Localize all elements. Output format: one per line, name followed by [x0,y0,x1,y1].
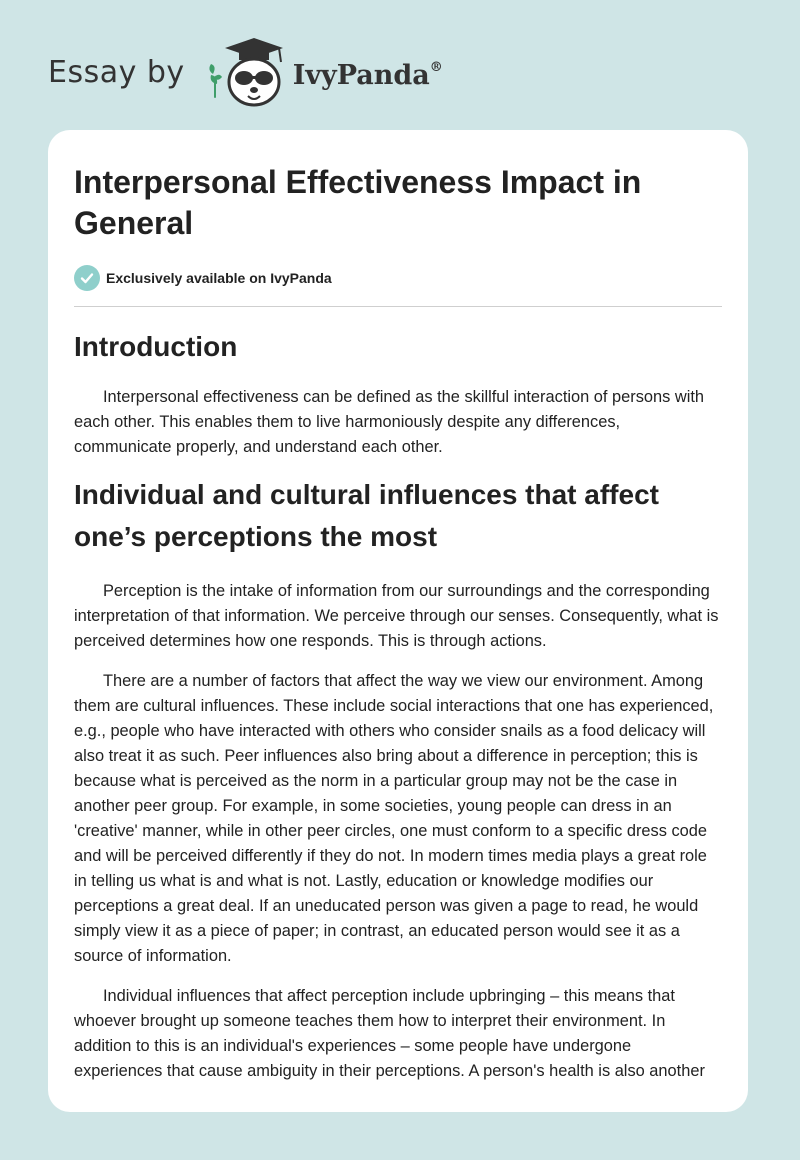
paragraph: There are a number of factors that affect the way we view our environment. Among them are cultural influences. These include social interactions that one has experienced, e.g., people who have interacted with others who consider snails as a food delicacy will also treat it as such. Peer influences also bring about a difference in perception; this is because what is perceived as the norm in a particular group may not be the case in another peer group. For example, in some societies, young people can dress in an 'creative' manner, while in other peer circles, one must conform to a specific dress code and will be perceived differently if they do not. In modern times media plays a great role in telling us what is and what is not. Lastly, education or knowledge modifies our perceptions a great deal. If an uneducated person was given a page to read, he would simply view it as a piece of paper; in contrast, an educated person would see it as a source of information. [74,672,714,965]
essay-card [48,130,748,1112]
paragraph: Perception is the intake of information from our surroundings and the corresponding interpretation of that information. We perceive through our senses. Consequently, what is perceived determines how one responds. This is through actions. [74,582,719,650]
brand-name[interactable]: IvyPanda® [292,59,443,91]
check-circle-icon [74,265,100,291]
panda-graduate-logo-icon[interactable] [199,34,289,110]
paragraph: Individual influences that affect perception include upbringing – this means that whoever brought up someone teaches them how to interpret their environment. In addition to this is an individual's experiences – some people have undergone experiences that cause ambiguity in their perceptions. A person's health is also another [74,987,705,1080]
badge-label: Exclusively available on IvyPanda [106,270,332,286]
exclusive-badge [74,264,722,292]
essay-by-label: Essay by [48,54,185,90]
divider [74,306,722,307]
leaf-icon [209,64,222,98]
section-heading-influences: Individual and cultural influences that affect one’s perceptions the most [74,479,659,552]
section-heading-introduction: Introduction [74,331,238,362]
brand-header [48,34,443,110]
essay-title: Interpersonal Effectiveness Impact in General [74,164,642,241]
trademark-symbol: ® [429,59,443,75]
paragraph: Interpersonal effectiveness can be defined as the skillful interaction of persons with each other. This enables them to live harmoniously despite any differences, communicate properly, and understand each other. [74,388,705,456]
